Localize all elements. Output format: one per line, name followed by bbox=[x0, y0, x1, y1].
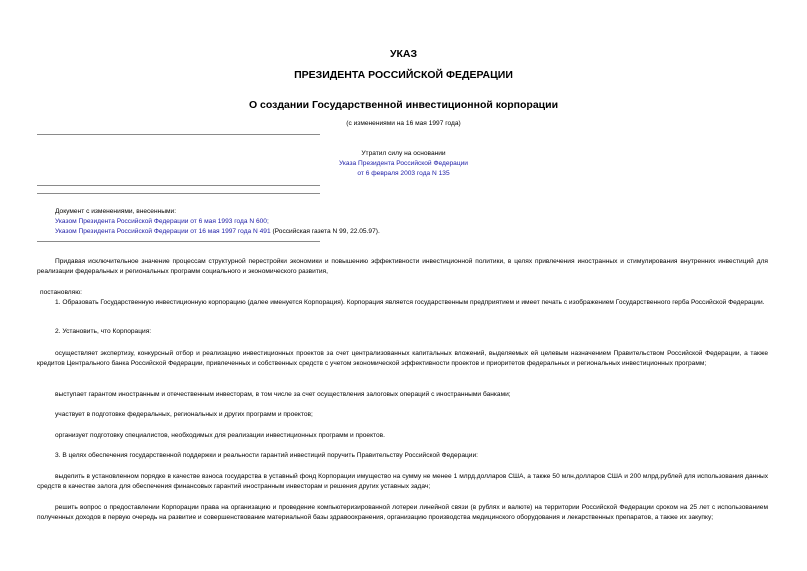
paragraph-3a: выделить в установленном порядке в качестве взноса государства в уставный фонд Корпорации имущество на сумму не менее 1 млрд.долларов США, а также 50 млн.долларов США и 200 млрд.рублей для использования данных средств в качестве залога для обеспечения финансовых гарантий иностранным инвесторам и решения других уставных задач; bbox=[37, 473, 768, 491]
paragraph-1: 1. Образовать Государственную инвестиционную корпорацию (далее именуется Корпорация). Корпорация является государственным предприятием и имеет печать с изображением Государственного герба Российской Федерации. bbox=[55, 299, 765, 306]
document-title: О создании Государственной инвестиционной корпорации bbox=[248, 99, 559, 111]
change-link-1997[interactable]: Указом Президента Российской Федерации от 16 мая 1997 года N 491 bbox=[55, 228, 271, 235]
paragraph-3: 3. В целях обеспечения государственной поддержки и реальности гарантий инвестиций поручить Правительству Российской Федерации: bbox=[55, 452, 478, 459]
change-line-1997 bbox=[55, 227, 380, 237]
paragraph-2: 2. Установить, что Корпорация: bbox=[55, 328, 152, 335]
divider bbox=[37, 185, 320, 186]
divider bbox=[37, 241, 320, 242]
divider bbox=[37, 134, 320, 135]
paragraph-2c: участвует в подготовке федеральных, региональных и других программ и проектов; bbox=[55, 411, 313, 418]
changes-intro: Документ с изменениями, внесенными: bbox=[55, 208, 177, 215]
invalid-note-link[interactable]: Указа Президента Российской Федерации bbox=[339, 160, 468, 167]
preamble-paragraph: Придавая исключительное значение процессам структурной перестройки экономики и повышению эффективности инвестиционной политики, в целях привлечения иностранных и стимулирования внутренних инвестиций для реализации федеральных и региональных программ социального и экономического развития, bbox=[37, 258, 768, 276]
change-source: (Российская газета N 99, 22.05.97). bbox=[270, 228, 380, 235]
divider bbox=[37, 193, 320, 194]
paragraph-2a: осуществляет экспертизу, конкурсный отбор и реализацию инвестиционных проектов за счет централизованных капитальных вложений, выделяемых ей целевым назначением Правительством Российской Федерации, а также кредитов Центрального банка Российской Федерации, привлеченных и собственных средств с учетом экономической эффективности проектов и приоритетов федеральных и региональных инвестиционных программ; bbox=[37, 350, 768, 368]
decree-word: постановляю: bbox=[40, 289, 83, 296]
paragraph-2d: организует подготовку специалистов, необходимых для реализации инвестиционных программ и проектов. bbox=[55, 432, 385, 439]
amendment-note: (с изменениями на 16 мая 1997 года) bbox=[346, 120, 461, 127]
paragraph-2b: выступает гарантом иностранным и отечественным инвесторам, в том числе за счет осуществления залоговых операций с иностранными банками; bbox=[55, 391, 511, 398]
invalid-note-line: Утратил силу на основании bbox=[361, 150, 446, 157]
document-heading: УКАЗ bbox=[389, 48, 418, 60]
paragraph-3b: решить вопрос о предоставлении Корпорации права на организацию и проведение компьютеризированной лотереи линейной связи (в рублях и валюте) на территории Российской Федерации сроком на 25 лет с использованием полученных доходов в первую очередь на развитие и совершенствование материальной базы здравоохранения, организацию производства медицинского оборудования и лекарственных препаратов, а также их закупку; bbox=[37, 504, 768, 522]
invalid-note-link-date[interactable]: от 6 февраля 2003 года N 135 bbox=[357, 170, 450, 177]
document-issuer: ПРЕЗИДЕНТА РОССИЙСКОЙ ФЕДЕРАЦИИ bbox=[294, 69, 513, 81]
change-link-1993[interactable]: Указом Президента Российской Федерации от 6 мая 1993 года N 600; bbox=[55, 218, 269, 225]
